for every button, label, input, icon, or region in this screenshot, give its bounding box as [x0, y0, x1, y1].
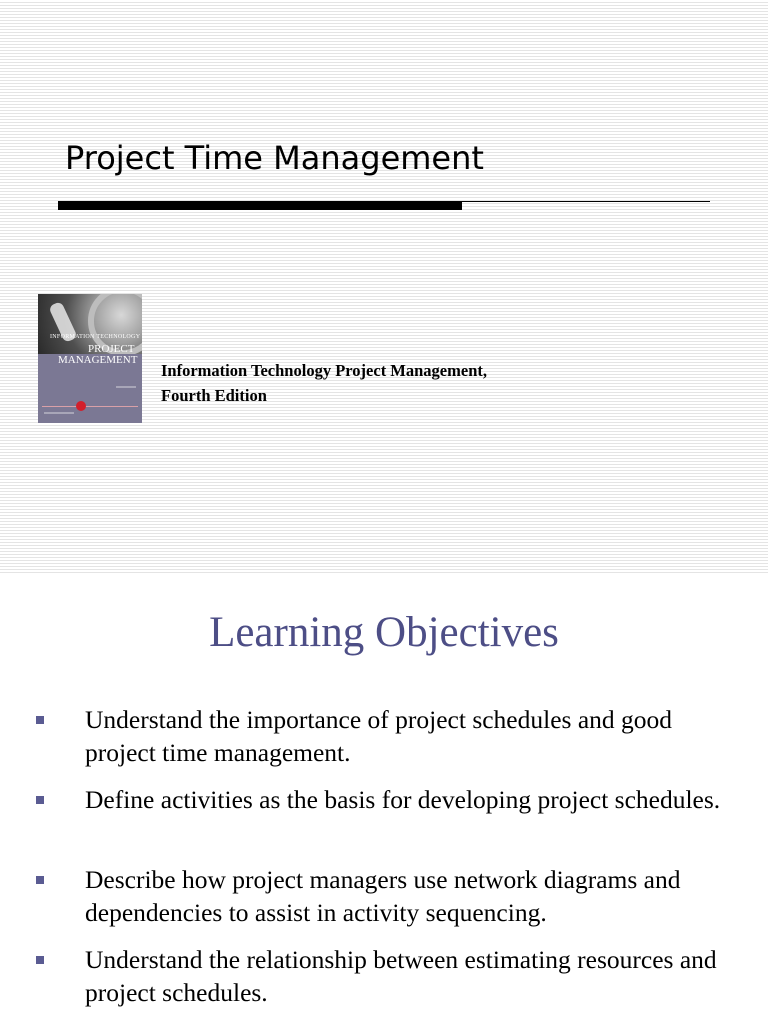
- book-title-line1: Information Technology Project Management,: [161, 361, 487, 380]
- slide-heading: Learning Objectives: [209, 609, 559, 656]
- square-bullet-icon: [36, 956, 44, 964]
- objective-item: [85, 783, 745, 816]
- cover-red-dot: [76, 401, 86, 411]
- learning-objectives-slide: [0, 575, 768, 1024]
- cover-text-line1: INFORMATION TECHNOLOGY: [50, 334, 141, 340]
- cover-publisher-bar: [44, 412, 74, 414]
- title-underline-thick: [58, 201, 462, 210]
- objective-item: [85, 943, 745, 1009]
- square-bullet-icon: [36, 716, 44, 724]
- book-cover-image: [38, 294, 142, 423]
- book-title: [161, 358, 487, 408]
- slide-title: Project Time Management: [65, 139, 484, 177]
- book-title-line2: Fourth Edition: [161, 386, 267, 405]
- cover-text-line2: PROJECT: [88, 343, 135, 355]
- square-bullet-icon: [36, 876, 44, 884]
- objective-text: Understand the relationship between estimating resources and project schedules.: [85, 945, 717, 1007]
- cover-decoration-bar: [116, 386, 136, 388]
- cover-text-line3: MANAGEMENT: [58, 354, 138, 366]
- objective-text: Describe how project managers use network diagrams and dependencies to assist in activity sequencing.: [85, 865, 681, 927]
- objective-text: Understand the importance of project schedules and good project time management.: [85, 705, 673, 767]
- square-bullet-icon: [36, 796, 44, 804]
- cover-red-line: [42, 406, 138, 407]
- objective-item: [85, 703, 745, 769]
- objective-item: [85, 863, 745, 929]
- objective-text: Define activities as the basis for developing project schedules.: [85, 785, 721, 814]
